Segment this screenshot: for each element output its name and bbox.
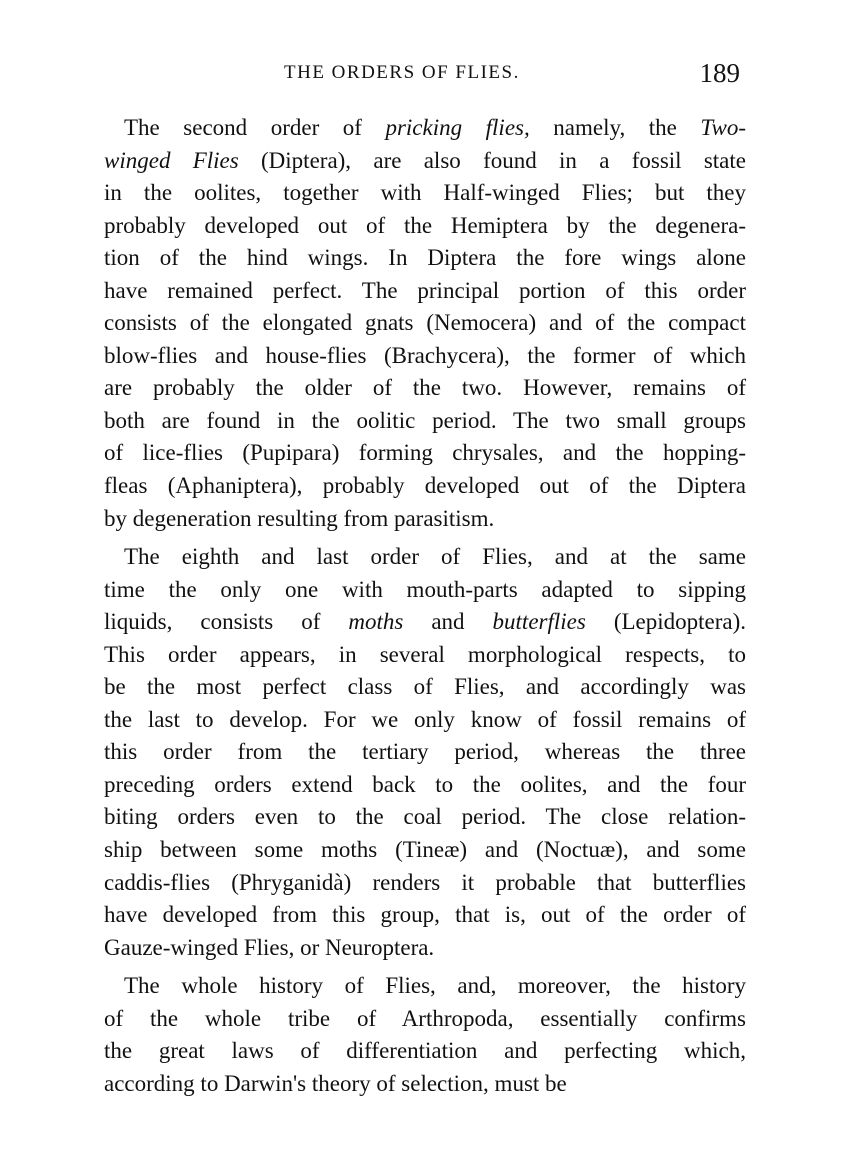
text-segment: have developed from this group, that is, out of the order of xyxy=(104,902,746,928)
text-segment: (Lepidoptera). xyxy=(585,609,747,635)
text-segment: biting orders even to the coal period. The close relation- xyxy=(104,804,746,830)
text-line xyxy=(104,1003,746,1036)
body-text xyxy=(104,112,746,1100)
paragraph xyxy=(104,541,746,964)
italic-text: moths xyxy=(348,609,404,635)
text-line xyxy=(104,340,746,373)
page-number: 189 xyxy=(699,58,740,88)
text-line xyxy=(104,177,746,210)
text-segment: liquids, consists of xyxy=(104,609,349,635)
text-segment: fleas (Aphaniptera), probably developed out of the Diptera xyxy=(104,473,746,499)
running-title: THE ORDERS OF FLIES. xyxy=(284,62,520,83)
running-head xyxy=(104,58,744,88)
text-segment: consists of the elongated gnats (Nemocera) and of the compact xyxy=(104,310,746,336)
text-line xyxy=(104,541,746,574)
text-line xyxy=(104,801,746,834)
text-line xyxy=(104,145,746,178)
text-segment: in the oolites, together with Half-winged Flies; but they xyxy=(104,180,746,206)
text-segment: The whole history of Flies, and, moreover, the history xyxy=(124,973,746,999)
text-segment: blow-flies and house-flies (Brachycera), the former of which xyxy=(104,342,746,368)
text-line xyxy=(104,639,746,672)
text-segment: ship between some moths (Tineæ) and (Noctuæ), and some xyxy=(104,837,746,863)
text-segment: caddis-flies (Phryganidà) renders it probable that butterflies xyxy=(104,869,746,895)
text-segment: this order from the tertiary period, whereas the three xyxy=(104,739,746,765)
text-segment: the last to develop. For we only know of fossil remains of xyxy=(104,706,746,732)
text-segment: namely, the xyxy=(529,115,701,140)
paragraph xyxy=(104,970,746,1100)
text-line xyxy=(104,769,746,802)
text-segment: tion of the hind wings. In Diptera the fore wings alone xyxy=(104,245,746,271)
text-segment: This order appears, in several morphological respects, to xyxy=(104,641,746,667)
text-segment: both are found in the oolitic period. The two small groups xyxy=(104,407,746,433)
italic-text: winged Flies xyxy=(104,147,239,173)
text-line xyxy=(104,970,746,1003)
italic-text: pricking flies, xyxy=(385,115,530,140)
text-segment: have remained perfect. The principal portion of this order xyxy=(104,277,746,303)
text-segment: time the only one with mouth-parts adapted to sipping xyxy=(104,576,746,602)
text-line xyxy=(104,242,746,275)
text-line xyxy=(104,606,746,639)
text-line xyxy=(104,574,746,607)
text-line xyxy=(104,112,746,145)
text-line xyxy=(104,736,746,769)
text-line xyxy=(104,503,746,536)
text-segment: The second order of xyxy=(124,115,386,140)
text-line xyxy=(104,704,746,737)
text-line xyxy=(104,1035,746,1068)
text-line xyxy=(104,470,746,503)
paragraph xyxy=(104,112,746,535)
text-line xyxy=(104,899,746,932)
text-segment: the great laws of differentiation and perfecting which, xyxy=(104,1038,746,1064)
text-line xyxy=(104,671,746,704)
text-segment: are probably the older of the two. However, remains of xyxy=(104,375,746,401)
text-segment: by degeneration resulting from parasitism. xyxy=(104,505,495,531)
text-segment: of lice-flies (Pupipara) forming chrysales, and the hopping- xyxy=(104,440,746,466)
text-line xyxy=(104,405,746,438)
text-line xyxy=(104,1068,746,1101)
text-line xyxy=(104,437,746,470)
text-segment: (Diptera), are also found in a fossil state xyxy=(238,147,746,173)
text-line xyxy=(104,932,746,965)
text-line xyxy=(104,372,746,405)
text-segment: Gauze-winged Flies, or Neuroptera. xyxy=(104,934,435,960)
text-line xyxy=(104,867,746,900)
text-segment: of the whole tribe of Arthropoda, essentially confirms xyxy=(104,1005,746,1031)
text-line xyxy=(104,275,746,308)
italic-text: butterflies xyxy=(492,609,586,635)
text-segment: and xyxy=(403,609,493,635)
text-segment: according to Darwin's theory of selection, must be xyxy=(104,1070,567,1096)
text-segment: probably developed out of the Hemiptera by the degenera- xyxy=(104,212,746,238)
text-line xyxy=(104,834,746,867)
text-segment: be the most perfect class of Flies, and accordingly was xyxy=(104,674,746,700)
italic-text: Two- xyxy=(700,115,746,140)
text-line xyxy=(104,307,746,340)
text-segment: preceding orders extend back to the oolites, and the four xyxy=(104,771,746,797)
text-segment: The eighth and last order of Flies, and at the same xyxy=(124,544,746,570)
text-line xyxy=(104,210,746,243)
